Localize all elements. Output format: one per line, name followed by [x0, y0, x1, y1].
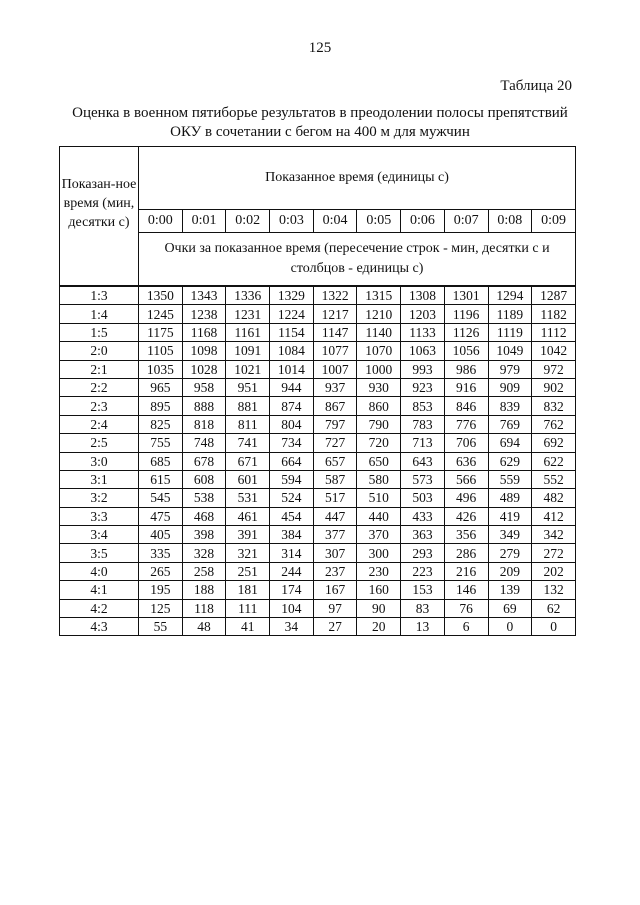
- score-cell: 398: [182, 526, 226, 544]
- score-cell: 1231: [226, 305, 270, 323]
- score-cell: 1154: [270, 323, 314, 341]
- score-cell: 1350: [139, 286, 183, 305]
- score-cell: 979: [488, 360, 532, 378]
- column-header: 0:06: [401, 210, 445, 233]
- column-header: 0:03: [270, 210, 314, 233]
- score-cell: 405: [139, 526, 183, 544]
- score-cell: 1182: [532, 305, 576, 323]
- score-cell: 615: [139, 470, 183, 488]
- score-cell: 307: [313, 544, 357, 562]
- row-label: 2:0: [60, 342, 139, 360]
- table-row: [60, 470, 576, 488]
- table-caption: [40, 104, 600, 142]
- score-cell: 412: [532, 507, 576, 525]
- score-cell: 923: [401, 378, 445, 396]
- score-cell: 1014: [270, 360, 314, 378]
- score-cell: 391: [226, 526, 270, 544]
- score-cell: 335: [139, 544, 183, 562]
- score-cell: 1063: [401, 342, 445, 360]
- score-cell: 118: [182, 599, 226, 617]
- table-row: [60, 434, 576, 452]
- score-cell: 741: [226, 434, 270, 452]
- score-cell: 433: [401, 507, 445, 525]
- score-cell: 671: [226, 452, 270, 470]
- score-cell: 377: [313, 526, 357, 544]
- results-table: [59, 146, 576, 636]
- row-label: 3:1: [60, 470, 139, 488]
- score-cell: 1077: [313, 342, 357, 360]
- score-cell: 517: [313, 489, 357, 507]
- score-cell: 1343: [182, 286, 226, 305]
- score-cell: 0: [488, 618, 532, 636]
- table-row: [60, 581, 576, 599]
- score-cell: 216: [444, 562, 488, 580]
- score-cell: 1133: [401, 323, 445, 341]
- score-cell: 720: [357, 434, 401, 452]
- score-cell: 902: [532, 378, 576, 396]
- table-row: [60, 378, 576, 396]
- score-cell: 580: [357, 470, 401, 488]
- row-label: 2:1: [60, 360, 139, 378]
- score-cell: 958: [182, 378, 226, 396]
- row-label: 2:2: [60, 378, 139, 396]
- score-cell: 608: [182, 470, 226, 488]
- score-cell: 832: [532, 397, 576, 415]
- score-cell: 1238: [182, 305, 226, 323]
- score-cell: 566: [444, 470, 488, 488]
- score-cell: 650: [357, 452, 401, 470]
- score-cell: 951: [226, 378, 270, 396]
- score-cell: 62: [532, 599, 576, 617]
- row-label: 1:3: [60, 286, 139, 305]
- score-cell: 1168: [182, 323, 226, 341]
- score-cell: 1084: [270, 342, 314, 360]
- score-cell: 195: [139, 581, 183, 599]
- score-cell: 13: [401, 618, 445, 636]
- column-header: 0:02: [226, 210, 270, 233]
- row-label: 4:2: [60, 599, 139, 617]
- score-cell: 818: [182, 415, 226, 433]
- score-cell: 706: [444, 434, 488, 452]
- score-cell: 776: [444, 415, 488, 433]
- score-cell: 587: [313, 470, 357, 488]
- score-cell: 1105: [139, 342, 183, 360]
- table-label: Таблица 20: [500, 78, 572, 94]
- score-cell: 265: [139, 562, 183, 580]
- score-cell: 139: [488, 581, 532, 599]
- score-cell: 1098: [182, 342, 226, 360]
- score-cell: 342: [532, 526, 576, 544]
- score-cell: 209: [488, 562, 532, 580]
- table-row: [60, 397, 576, 415]
- score-cell: 83: [401, 599, 445, 617]
- score-cell: 20: [357, 618, 401, 636]
- score-cell: 1301: [444, 286, 488, 305]
- row-label: 2:5: [60, 434, 139, 452]
- row-label: 3:2: [60, 489, 139, 507]
- column-header: 0:05: [357, 210, 401, 233]
- table-row: [60, 526, 576, 544]
- score-cell: 237: [313, 562, 357, 580]
- score-cell: 930: [357, 378, 401, 396]
- score-cell: 41: [226, 618, 270, 636]
- score-cell: 181: [226, 581, 270, 599]
- score-cell: 223: [401, 562, 445, 580]
- score-cell: 692: [532, 434, 576, 452]
- score-cell: 727: [313, 434, 357, 452]
- score-cell: 188: [182, 581, 226, 599]
- score-cell: 811: [226, 415, 270, 433]
- score-cell: 419: [488, 507, 532, 525]
- score-cell: 1196: [444, 305, 488, 323]
- score-cell: 293: [401, 544, 445, 562]
- row-label: 3:4: [60, 526, 139, 544]
- score-cell: 874: [270, 397, 314, 415]
- score-cell: 643: [401, 452, 445, 470]
- score-cell: 104: [270, 599, 314, 617]
- score-cell: 573: [401, 470, 445, 488]
- table-row: [60, 599, 576, 617]
- score-cell: 1147: [313, 323, 357, 341]
- score-cell: 1210: [357, 305, 401, 323]
- score-cell: 825: [139, 415, 183, 433]
- row-label: 2:3: [60, 397, 139, 415]
- score-cell: 251: [226, 562, 270, 580]
- page-number: 125: [308, 40, 332, 56]
- row-label: 4:1: [60, 581, 139, 599]
- score-cell: 678: [182, 452, 226, 470]
- table-row: [60, 305, 576, 323]
- score-cell: 258: [182, 562, 226, 580]
- score-cell: 153: [401, 581, 445, 599]
- score-cell: 1042: [532, 342, 576, 360]
- score-cell: 1203: [401, 305, 445, 323]
- score-cell: 314: [270, 544, 314, 562]
- score-cell: 622: [532, 452, 576, 470]
- score-cell: 167: [313, 581, 357, 599]
- score-cell: 713: [401, 434, 445, 452]
- score-cell: 783: [401, 415, 445, 433]
- score-cell: 748: [182, 434, 226, 452]
- score-cell: 27: [313, 618, 357, 636]
- score-cell: 1091: [226, 342, 270, 360]
- score-cell: 1007: [313, 360, 357, 378]
- score-cell: 601: [226, 470, 270, 488]
- score-cell: 867: [313, 397, 357, 415]
- score-cell: 972: [532, 360, 576, 378]
- score-cell: 349: [488, 526, 532, 544]
- score-cell: 524: [270, 489, 314, 507]
- score-cell: 1287: [532, 286, 576, 305]
- score-cell: 552: [532, 470, 576, 488]
- score-cell: 132: [532, 581, 576, 599]
- score-cell: 853: [401, 397, 445, 415]
- score-cell: 1000: [357, 360, 401, 378]
- score-cell: 503: [401, 489, 445, 507]
- score-cell: 797: [313, 415, 357, 433]
- score-cell: 846: [444, 397, 488, 415]
- score-cell: 279: [488, 544, 532, 562]
- score-cell: 447: [313, 507, 357, 525]
- score-cell: 1035: [139, 360, 183, 378]
- table-body: [60, 286, 576, 636]
- score-cell: 993: [401, 360, 445, 378]
- score-cell: 244: [270, 562, 314, 580]
- score-cell: 636: [444, 452, 488, 470]
- column-header: 0:04: [313, 210, 357, 233]
- score-cell: 1140: [357, 323, 401, 341]
- score-cell: 1119: [488, 323, 532, 341]
- table-row: [60, 342, 576, 360]
- score-cell: 272: [532, 544, 576, 562]
- score-cell: 146: [444, 581, 488, 599]
- score-cell: 965: [139, 378, 183, 396]
- table-row: [60, 286, 576, 305]
- score-cell: 694: [488, 434, 532, 452]
- score-cell: 461: [226, 507, 270, 525]
- score-cell: 510: [357, 489, 401, 507]
- score-cell: 230: [357, 562, 401, 580]
- column-header: 0:08: [488, 210, 532, 233]
- score-cell: 769: [488, 415, 532, 433]
- score-cell: 0: [532, 618, 576, 636]
- row-header: Показан-ное время (мин, десятки с): [60, 147, 139, 287]
- score-cell: 755: [139, 434, 183, 452]
- score-cell: 363: [401, 526, 445, 544]
- score-cell: 1021: [226, 360, 270, 378]
- score-cell: 839: [488, 397, 532, 415]
- score-cell: 1329: [270, 286, 314, 305]
- points-header: Очки за показанное время (пересечение строк - мин, десятки с и столбцов - единицы с): [139, 233, 576, 287]
- score-cell: 300: [357, 544, 401, 562]
- row-label: 1:5: [60, 323, 139, 341]
- score-cell: 1294: [488, 286, 532, 305]
- score-cell: 55: [139, 618, 183, 636]
- table-row: [60, 618, 576, 636]
- column-header: 0:09: [532, 210, 576, 233]
- score-cell: 1126: [444, 323, 488, 341]
- score-cell: 594: [270, 470, 314, 488]
- score-cell: 482: [532, 489, 576, 507]
- score-cell: 1028: [182, 360, 226, 378]
- score-cell: 1112: [532, 323, 576, 341]
- score-cell: 881: [226, 397, 270, 415]
- score-cell: 48: [182, 618, 226, 636]
- score-cell: 1308: [401, 286, 445, 305]
- score-cell: 384: [270, 526, 314, 544]
- row-label: 3:0: [60, 452, 139, 470]
- score-cell: 370: [357, 526, 401, 544]
- score-cell: 1322: [313, 286, 357, 305]
- score-cell: 804: [270, 415, 314, 433]
- score-cell: 790: [357, 415, 401, 433]
- caption-line-2: ОКУ в сочетании с бегом на 400 м для мужчин: [170, 124, 470, 140]
- score-cell: 657: [313, 452, 357, 470]
- score-cell: 454: [270, 507, 314, 525]
- score-cell: 468: [182, 507, 226, 525]
- score-cell: 762: [532, 415, 576, 433]
- table-row: [60, 323, 576, 341]
- table-row: [60, 452, 576, 470]
- score-cell: 545: [139, 489, 183, 507]
- score-cell: 34: [270, 618, 314, 636]
- score-cell: 1224: [270, 305, 314, 323]
- score-cell: 426: [444, 507, 488, 525]
- score-cell: 286: [444, 544, 488, 562]
- score-cell: 629: [488, 452, 532, 470]
- score-cell: 944: [270, 378, 314, 396]
- score-cell: 1056: [444, 342, 488, 360]
- score-cell: 531: [226, 489, 270, 507]
- row-label: 3:5: [60, 544, 139, 562]
- table-row: [60, 544, 576, 562]
- column-header: 0:00: [139, 210, 183, 233]
- score-cell: 986: [444, 360, 488, 378]
- score-cell: 111: [226, 599, 270, 617]
- score-cell: 1245: [139, 305, 183, 323]
- score-cell: 664: [270, 452, 314, 470]
- score-cell: 475: [139, 507, 183, 525]
- score-cell: 76: [444, 599, 488, 617]
- score-cell: 496: [444, 489, 488, 507]
- table-row: [60, 415, 576, 433]
- table-row: [60, 562, 576, 580]
- score-cell: 1336: [226, 286, 270, 305]
- score-cell: 559: [488, 470, 532, 488]
- column-header: 0:01: [182, 210, 226, 233]
- score-cell: 125: [139, 599, 183, 617]
- score-cell: 69: [488, 599, 532, 617]
- row-label: 3:3: [60, 507, 139, 525]
- score-cell: 160: [357, 581, 401, 599]
- caption-line-1: Оценка в военном пятиборье результатов в преодолении полосы препятствий: [72, 105, 568, 121]
- score-cell: 356: [444, 526, 488, 544]
- score-cell: 909: [488, 378, 532, 396]
- score-cell: 1175: [139, 323, 183, 341]
- score-cell: 538: [182, 489, 226, 507]
- row-label: 1:4: [60, 305, 139, 323]
- score-cell: 6: [444, 618, 488, 636]
- score-cell: 321: [226, 544, 270, 562]
- score-cell: 1217: [313, 305, 357, 323]
- score-cell: 1315: [357, 286, 401, 305]
- table-row: [60, 507, 576, 525]
- score-cell: 685: [139, 452, 183, 470]
- score-cell: 888: [182, 397, 226, 415]
- score-cell: 90: [357, 599, 401, 617]
- row-label: 4:3: [60, 618, 139, 636]
- score-cell: 1070: [357, 342, 401, 360]
- score-cell: 489: [488, 489, 532, 507]
- score-cell: 440: [357, 507, 401, 525]
- score-cell: 937: [313, 378, 357, 396]
- score-cell: 1049: [488, 342, 532, 360]
- score-cell: 202: [532, 562, 576, 580]
- score-cell: 174: [270, 581, 314, 599]
- score-cell: 1161: [226, 323, 270, 341]
- score-cell: 734: [270, 434, 314, 452]
- score-cell: 1189: [488, 305, 532, 323]
- score-cell: 860: [357, 397, 401, 415]
- row-label: 2:4: [60, 415, 139, 433]
- score-cell: 328: [182, 544, 226, 562]
- column-header: 0:07: [444, 210, 488, 233]
- row-label: 4:0: [60, 562, 139, 580]
- table-row: [60, 489, 576, 507]
- score-cell: 916: [444, 378, 488, 396]
- score-cell: 895: [139, 397, 183, 415]
- score-cell: 97: [313, 599, 357, 617]
- table-row: [60, 360, 576, 378]
- time-header: Показанное время (единицы с): [139, 147, 576, 210]
